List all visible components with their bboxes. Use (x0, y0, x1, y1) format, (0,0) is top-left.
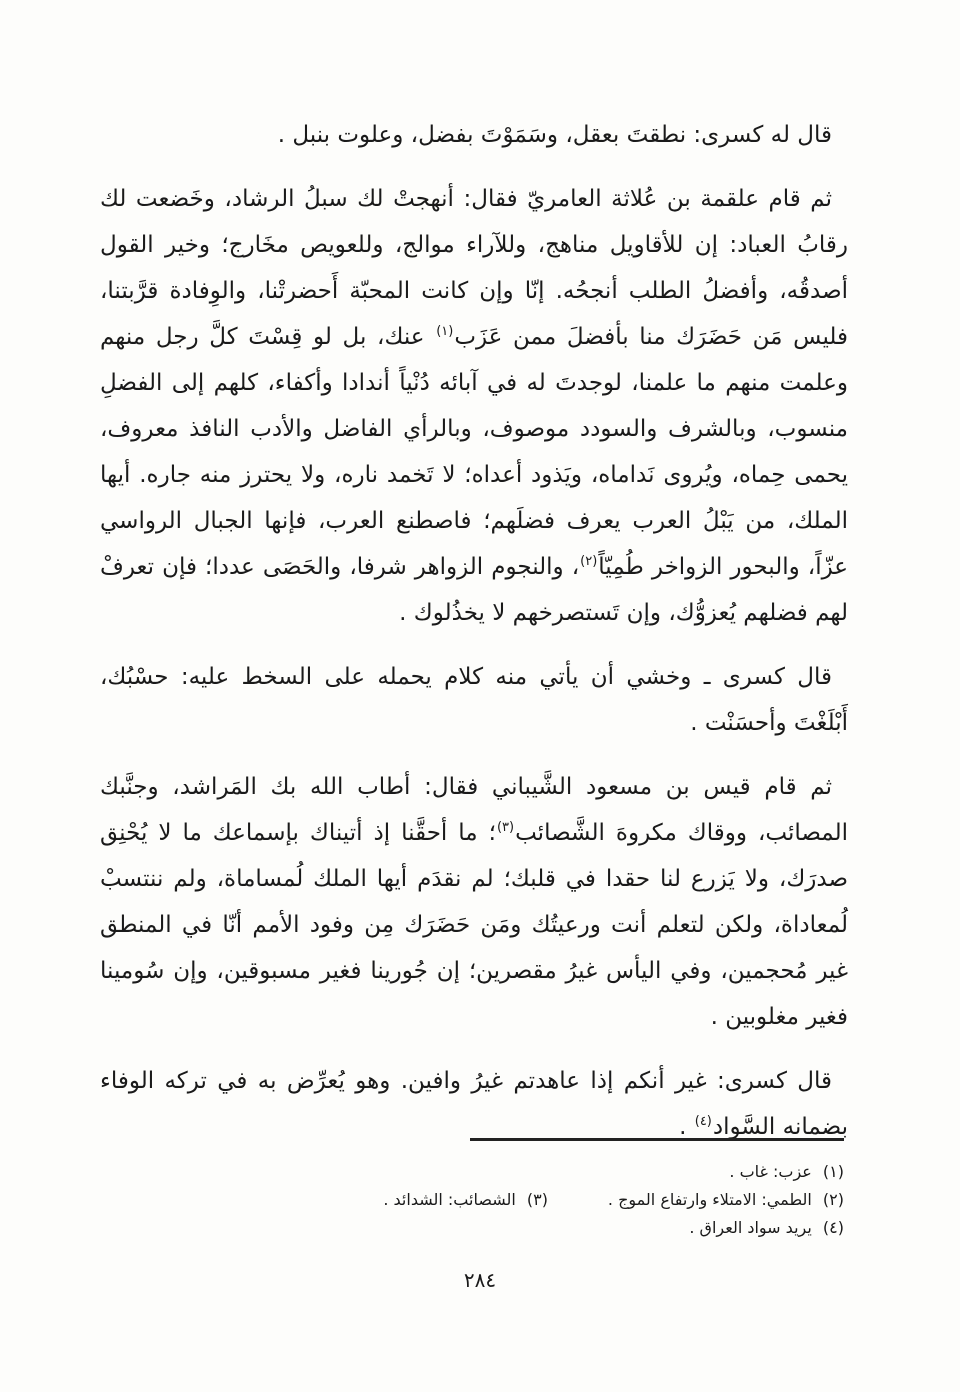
footnote-1 (588, 1158, 844, 1186)
footnote-number: (١) (822, 1162, 844, 1181)
paragraph-text: قال له كسرى: نطقتَ بعقل، وسَمَوْتَ بفضل، وعلوت بنبل . (277, 122, 832, 148)
paragraph-text: قال كسرى ـ وخشي أن يأتي منه كلام يحمله على السخط عليه: حسْبُك، أَبْلَغْتَ وأحسَنْت . (100, 664, 848, 736)
footnote-number: (٣) (526, 1190, 548, 1209)
footnote-marker: (٤) (694, 1114, 712, 1130)
footnote-text: الشصائب: الشدائد . (383, 1190, 516, 1209)
footnote-3 (292, 1186, 548, 1214)
footnote-row (300, 1214, 844, 1242)
paragraph-text: ثم قام قيس بن مسعود الشَّيباني فقال: أطاب الله بك المَراشد، وجنَّبك المصائب، ووقاك مكروهَ الشَّصائب (100, 774, 849, 846)
paragraph-text: قال كسرى: غير أنكم إذا عاهدتم غيرُ وافين. وهو يُعرِّض به في تركه الوفاء بضمانه السَّواد (100, 1068, 848, 1140)
paragraph-text: ، والنجوم الزواهر شرفا، والحَصَى عددا؛ فإن تعرفْ لهم فضلهم يُعزوُّك، وإن تَستصرخهم لا يخذُلوك . (100, 554, 848, 626)
paragraph-text: . (679, 1114, 694, 1140)
footnote-marker: (١) (436, 324, 454, 340)
paragraph-alqama-speech (100, 176, 848, 636)
footnote-2 (588, 1186, 844, 1214)
main-text (100, 112, 848, 1168)
paragraph-text: ثم قام علقمة بن عُلاثة العامريّ فقال: أنهجتْ لك سبلُ الرشاد، وخَضعت لك رقابُ العباد: إن للأقاويل مناهج، وللآراء موالج، وللعويص مخَارج؛ وخير القول أصدقُه، وأفضلُ الطلب أنجحُه. إنّا وإن كانت المحبّة أَحضرتْنا، والوِفادة قرَّبتنا، فليس مَن حَضَرَك منا بأفضلَ ممن عَزَب (100, 186, 849, 350)
footnote-4 (588, 1214, 844, 1242)
footnote-marker: (٣) (496, 820, 515, 836)
paragraph-text: عنك، بل لو قِسْتَ كلَّ رجل منهم وعلمت منهم ما علمنا، لوجدتَ له في آبائه دُنْياً أندادا وأكفاء، كلهم إلى الفضلِ منسوب، وبالشرف والسودد موصوف، وبالرأي الفاضل والأدب النافذ معروف، يحمى حِماه، ويُروى نَداماه، ويَذود أعداه؛ لا تَخمد ناره، ولا يحترز منه جاره. أيها الملك، من يَبْلُ العرب يعرف فضلَهم؛ فاصطنع العرب، فإنها الجبال الرواسي عزّاً، والبحور الزواخر طُمِيّاً (100, 324, 848, 580)
paragraph-kisra-reply-1 (100, 112, 848, 158)
footnote-text: يريد سواد العراق . (689, 1218, 812, 1237)
footnote-divider (470, 1138, 844, 1141)
footnote-number: (٤) (822, 1218, 844, 1237)
footnote-row (300, 1186, 844, 1214)
footnote-row (300, 1158, 844, 1186)
paragraph-kisra-reply-3 (100, 1058, 848, 1150)
page-number: ٢٨٤ (463, 1268, 497, 1292)
paragraph-text: ؛ ما أحقَّنا إذ أتيناك بإسماعك ما لا يُحْنِق صدرَك، ولا يَزرع لنا حقدا في قلبك؛ لم نقدَم أيها الملك لُمساماة، ولم ننتسبْ لُمعاداة، ولكن لتعلم أنت ورعيتُك ومَن حَضَرَك مِن وفود الأمم أنّا في المنطق غير مُحجمين، وفي اليأس غيرُ مقصرين؛ إن جُورينا فغير مسبوقين، وإن سُومينا فغير مغلوبين . (100, 820, 848, 1030)
paragraph-kisra-reply-2 (100, 654, 848, 746)
footnote-text: الطمي: الامتلاء وارتفاع الموج . (607, 1190, 812, 1209)
footnotes (300, 1158, 844, 1242)
footnote-marker: (٢) (580, 554, 598, 570)
footnote-number: (٢) (822, 1190, 844, 1209)
footnote-text: عزب: غاب . (729, 1162, 812, 1181)
paragraph-qays-speech (100, 764, 848, 1040)
